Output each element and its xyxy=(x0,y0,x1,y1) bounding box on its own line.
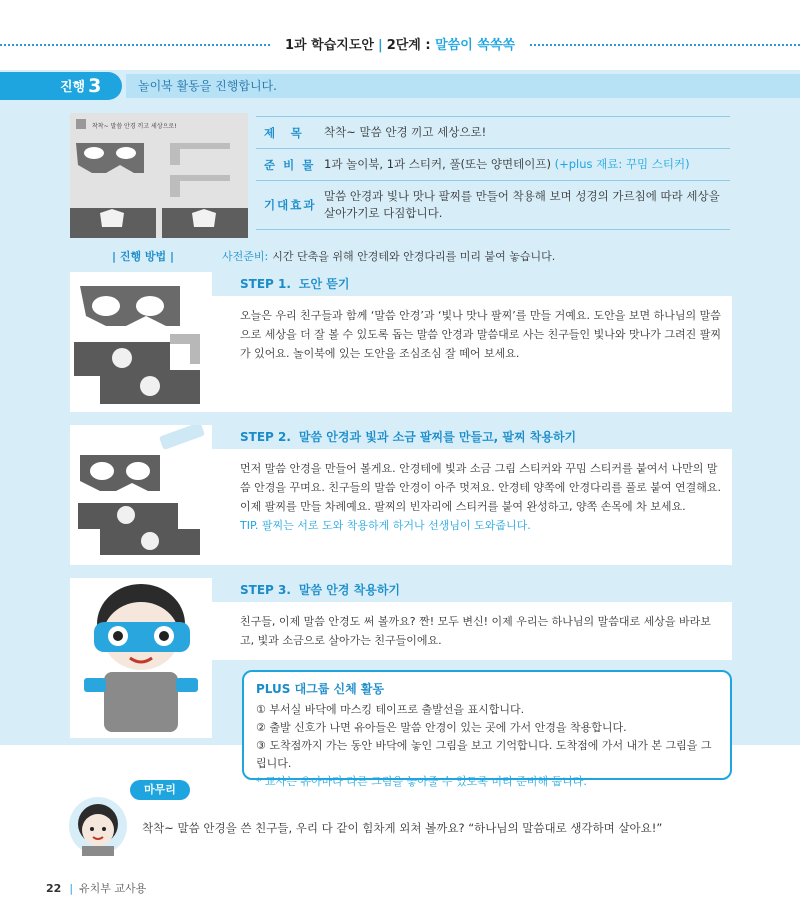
closing-label: 마무리 xyxy=(130,780,190,800)
playbook-illustration xyxy=(70,113,248,238)
plus-title: PLUS 대그룹 신체 활동 xyxy=(256,682,385,696)
page-footer xyxy=(46,880,146,896)
step1-number: STEP 1. xyxy=(240,277,291,291)
activity-info-table xyxy=(256,116,730,230)
info-value-expected-effect: 말씀 안경과 빛나 맛나 팔찌를 만들어 착용해 보며 성경의 가르침에 따라 세상을 살아가기로 다짐합니다. xyxy=(324,189,720,220)
info-row-expected-effect xyxy=(256,180,730,230)
step3-card xyxy=(212,578,732,660)
header-lesson: 1과 학습지도안 xyxy=(285,38,374,53)
teacher-avatar xyxy=(68,796,128,856)
prep-text: 시간 단축을 위해 안경테와 안경다리를 미리 붙여 놓습니다. xyxy=(272,250,556,263)
progress-bar xyxy=(0,72,800,100)
step2-tip: TIP. 팔찌는 서로 도와 착용하게 하거나 선생님이 도와줍니다. xyxy=(240,519,531,532)
intro-section xyxy=(70,108,730,246)
prep-key: 사전준비: xyxy=(222,250,269,263)
step1-heading: 도안 뜯기 xyxy=(298,277,350,291)
child-wearing-glasses-illustration xyxy=(70,578,212,738)
step3-body xyxy=(212,602,732,650)
progress-description: 놀이북 활동을 진행합니다. xyxy=(126,74,800,98)
step3-heading: 말씀 안경 착용하기 xyxy=(298,583,400,597)
prep-note xyxy=(222,248,555,264)
info-value-title: 착착~ 말씀 안경 끼고 세상으로! xyxy=(324,125,487,139)
page-header xyxy=(0,30,800,60)
step3-number: STEP 3. xyxy=(240,583,291,597)
info-key-materials: 준 비 물 xyxy=(264,157,316,172)
teacher-avatar-illustration xyxy=(68,796,128,856)
step2-text: 먼저 말씀 안경을 만들어 볼게요. 안경테에 빛과 소금 그림 스티커와 꾸밈 스티커를 붙여서 나만의 말씀 안경을 꾸며요. 친구들의 말씀 안경이 아주 멋져요. 안경테 양쪽에 안경다리를 풀로 붙여 연결해요. 이제 팔찌를 만들 차례예요. 팔찌의 빈자리에 스티커를 붙여 완성하고, 양쪽 손목에 차 보세요. xyxy=(240,462,721,513)
materials-text: 1과 놀이북, 1과 스티커, 풀(또는 양면테이프) xyxy=(324,157,551,171)
page-number: 22 xyxy=(46,882,62,895)
info-key-title: 제 목 xyxy=(264,125,304,140)
header-stage: 2단계 : xyxy=(386,38,436,53)
plus-activity-box xyxy=(242,670,732,788)
step2-heading: 말씀 안경과 빛과 소금 팔찌를 만들고, 팔찌 착용하기 xyxy=(298,430,577,444)
step3-image xyxy=(70,578,212,738)
info-row-materials xyxy=(256,148,730,180)
step2-body xyxy=(212,449,732,535)
step1-body xyxy=(212,296,732,363)
header-title xyxy=(270,34,530,53)
plus-item-2: ② 출발 신호가 나면 유아들은 말씀 안경이 있는 곳에 가서 안경을 착용합니다. xyxy=(256,721,627,734)
plus-note: * 교사는 유아마다 다른 그림을 놓아줄 수 있도록 미리 준비해 둡니다. xyxy=(256,775,587,788)
footer-separator: | xyxy=(69,882,74,895)
progress-number: 3 xyxy=(88,75,102,97)
footer-book-title: 유치부 교사용 xyxy=(79,882,147,895)
progress-tab xyxy=(0,72,122,100)
plus-item-3: ③ 도착점까지 가는 동안 바닥에 놓인 그림을 보고 기억합니다. 도착점에 가서 내가 본 그림을 그립니다. xyxy=(256,739,712,770)
step2-title xyxy=(212,425,732,449)
header-separator: | xyxy=(377,38,383,53)
method-label: | 진행 방법 | xyxy=(112,250,175,263)
playbook-page-image xyxy=(70,113,248,238)
step3-text: 친구들, 이제 말씀 안경도 써 볼까요? 짠! 모두 변신! 이제 우리는 하나님의 말씀대로 세상을 바라보고, 빛과 소금으로 살아가는 친구들이에요. xyxy=(240,615,711,647)
step1-text: 오늘은 우리 친구들과 함께 ‘말씀 안경’과 ‘빛나 맛나 팔찌’를 만들 거예요. 도안을 보면 하나님의 말씀으로 세상을 더 잘 볼 수 있도록 돕는 말씀 안경과 말씀대로 사는 친구들인 빛나와 맛나가 그려진 팔찌가 있어요. 놀이북에 있는 도안을 조심조심 잘 떼어 보세요. xyxy=(240,309,721,360)
header-title-highlight: 말씀이 쏙쏙쏙 xyxy=(435,38,515,53)
step2-illustration xyxy=(70,425,212,565)
step2-card xyxy=(212,425,732,565)
plus-item-1: ① 부서실 바닥에 마스킹 테이프로 출발선을 표시합니다. xyxy=(256,703,525,716)
progress-label: 진행 xyxy=(60,80,86,95)
step3-title xyxy=(212,578,732,602)
header-dotted-line-right xyxy=(530,44,800,46)
closing-text: 착착~ 말씀 안경을 쓴 친구들, 우리 다 같이 힘차게 외쳐 볼까요? “하나님의 말씀대로 생각하며 살아요!” xyxy=(142,821,663,835)
info-value-materials xyxy=(318,149,730,180)
info-row-title xyxy=(256,116,730,148)
info-key-expected-effect: 기대효과 xyxy=(264,198,317,212)
step2-number: STEP 2. xyxy=(240,430,291,444)
step1-title xyxy=(212,272,732,296)
step1-illustration xyxy=(70,272,212,412)
step2-image xyxy=(70,425,212,565)
materials-plus-text: (+plus 재료: 꾸밈 스티커) xyxy=(554,157,690,171)
step1-image xyxy=(70,272,212,412)
playbook-title-text: 착착~ 말씀 안경 끼고 세상으로! xyxy=(92,123,177,130)
header-dotted-line-left xyxy=(0,44,270,46)
step1-card xyxy=(212,272,732,412)
